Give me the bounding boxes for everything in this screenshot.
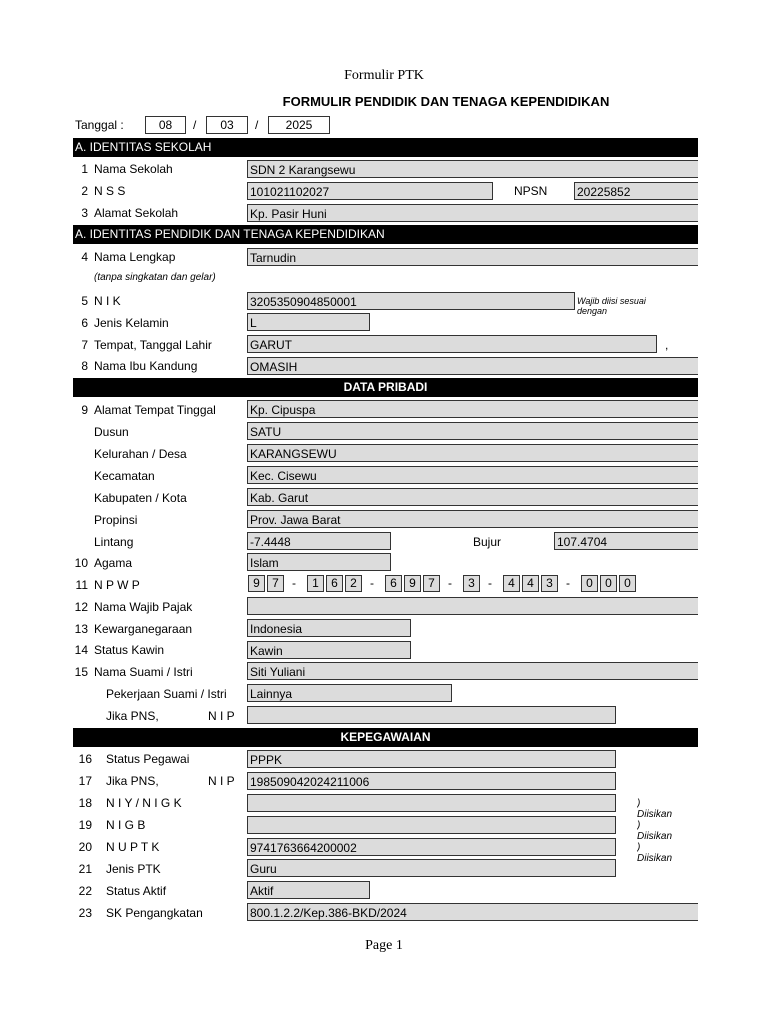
bujur-label: Bujur xyxy=(473,535,502,549)
row-number-3: 3 xyxy=(81,206,88,220)
suami-istri-field[interactable]: Siti Yuliani xyxy=(247,662,698,680)
row-number-2: 2 xyxy=(81,184,88,198)
status-aktif-label: Status Aktif xyxy=(106,884,167,898)
row-number-13: 13 xyxy=(74,622,88,636)
ttl-label: Tempat, Tanggal Lahir xyxy=(94,338,212,352)
row-number-11: 11 xyxy=(75,578,88,592)
sk-pengangkatan-label: SK Pengangkatan xyxy=(106,906,203,920)
tanggal-sep-1: / xyxy=(193,118,197,132)
row-number-14: 14 xyxy=(74,643,88,657)
tanggal-day[interactable]: 08 xyxy=(145,116,186,134)
npwp-digit-4-1[interactable]: 4 xyxy=(522,575,539,592)
bujur-field[interactable]: 107.4704 xyxy=(554,532,698,550)
nigb-field[interactable] xyxy=(247,816,616,834)
status-pegawai-label: Status Pegawai xyxy=(106,752,190,766)
jika-pns-label: Jika PNS, xyxy=(106,709,159,723)
row-number-7: 7 xyxy=(81,338,88,352)
jenis-kelamin-field[interactable]: L xyxy=(247,313,370,331)
row-number-12: 12 xyxy=(74,600,88,614)
tempat-lahir-field[interactable]: GARUT xyxy=(247,335,657,353)
niy-field[interactable] xyxy=(247,794,616,812)
alamat-field[interactable]: Kp. Cipuspa xyxy=(247,400,698,418)
nss-field[interactable]: 101021102027 xyxy=(247,182,493,200)
kecamatan-field[interactable]: Kec. Cisewu xyxy=(247,466,698,484)
dusun-label: Dusun xyxy=(94,425,129,439)
row-number-8: 8 xyxy=(81,359,88,373)
alamat-sekolah-field[interactable]: Kp. Pasir Huni xyxy=(247,204,698,222)
propinsi-label: Propinsi xyxy=(94,513,138,527)
dusun-field[interactable]: SATU xyxy=(247,422,698,440)
pegawai-nip-label: N I P xyxy=(208,774,235,788)
npwp-digit-5-2[interactable]: 0 xyxy=(619,575,636,592)
status-pegawai-field[interactable]: PPPK xyxy=(247,750,616,768)
ibu-kandung-field[interactable]: OMASIH xyxy=(247,357,698,375)
npwp-digit-0-1[interactable]: 7 xyxy=(267,575,284,592)
npwp-digit-5-1[interactable]: 0 xyxy=(600,575,617,592)
propinsi-field[interactable]: Prov. Jawa Barat xyxy=(247,510,698,528)
nigb-label: N I G B xyxy=(106,818,146,832)
tanggal-label: Tanggal : xyxy=(75,118,124,132)
npwp-dash-0: - xyxy=(292,576,296,590)
wajib-pajak-label: Nama Wajib Pajak xyxy=(94,600,193,614)
section-identitas-ptk: A. IDENTITAS PENDIDIK DAN TENAGA KEPENDIDIKAN xyxy=(73,225,698,244)
niy-note: ) Diisikan xyxy=(637,798,673,820)
npwp-digit-3-0[interactable]: 3 xyxy=(463,575,480,592)
section-data-pribadi: DATA PRIBADI xyxy=(73,378,698,397)
pegawai-pns-label: Jika PNS, xyxy=(106,774,159,788)
nik-field[interactable]: 3205350904850001 xyxy=(247,292,575,310)
npwp-dash-1: - xyxy=(370,576,374,590)
nuptk-label: N U P T K xyxy=(106,840,160,854)
nama-sekolah-field[interactable]: SDN 2 Karangsewu xyxy=(247,160,698,178)
status-kawin-label: Status Kawin xyxy=(94,643,165,657)
npwp-digit-5-0[interactable]: 0 xyxy=(581,575,598,592)
row-number-16: 16 xyxy=(78,752,92,766)
row-number-1: 1 xyxy=(81,162,88,176)
lintang-label: Lintang xyxy=(94,535,134,549)
nik-note: Wajib diisi sesuai dengan xyxy=(577,296,646,316)
npwp-dash-4: - xyxy=(566,576,570,590)
npwp-digit-1-2[interactable]: 2 xyxy=(345,575,362,592)
sk-pengangkatan-field[interactable]: 800.1.2.2/Kep.386-BKD/2024 xyxy=(247,903,698,921)
row-number-6: 6 xyxy=(81,316,88,330)
npwp-digit-2-0[interactable]: 6 xyxy=(385,575,402,592)
row-number-4: 4 xyxy=(81,250,88,264)
row-number-17: 17 xyxy=(78,774,92,788)
npsn-label: NPSN xyxy=(514,184,548,198)
row-number-5: 5 xyxy=(81,294,88,308)
row-number-9: 9 xyxy=(81,403,88,417)
nama-lengkap-note: (tanpa singkatan dan gelar) xyxy=(94,272,216,283)
agama-label: Agama xyxy=(94,556,133,570)
ttl-comma: , xyxy=(665,338,669,352)
section-identitas-sekolah: A. IDENTITAS SEKOLAH xyxy=(73,138,698,157)
row-number-10: 10 xyxy=(74,556,88,570)
niy-label: N I Y / N I G K xyxy=(106,796,182,810)
row-number-15: 15 xyxy=(74,665,88,679)
agama-field[interactable]: Islam xyxy=(247,553,391,571)
nama-lengkap-field[interactable]: Tarnudin xyxy=(247,248,698,266)
npwp-digit-0-0[interactable]: 9 xyxy=(248,575,265,592)
status-kawin-field[interactable]: Kawin xyxy=(247,641,411,659)
npwp-digit-2-2[interactable]: 7 xyxy=(423,575,440,592)
kecamatan-label: Kecamatan xyxy=(94,469,155,483)
form-title: FORMULIR PENDIDIK DAN TENAGA KEPENDIDIKAN xyxy=(282,94,610,109)
kewarganegaraan-field[interactable]: Indonesia xyxy=(247,619,411,637)
section-kepegawaian: KEPEGAWAIAN xyxy=(73,728,698,747)
row-number-19: 19 xyxy=(78,818,92,832)
row-number-20: 20 xyxy=(78,840,92,854)
row-number-22: 22 xyxy=(78,884,92,898)
npwp-digit-1-0[interactable]: 1 xyxy=(307,575,324,592)
npwp-digit-2-1[interactable]: 9 xyxy=(404,575,421,592)
alamat-label: Alamat Tempat Tinggal xyxy=(94,403,216,417)
npsn-field[interactable]: 20225852 xyxy=(574,182,698,200)
tanggal-month[interactable]: 03 xyxy=(206,116,248,134)
pegawai-nip-field[interactable]: 198509042024211006 xyxy=(247,772,616,790)
npwp-digit-1-1[interactable]: 6 xyxy=(326,575,343,592)
ibu-kandung-label: Nama Ibu Kandung xyxy=(94,359,198,373)
row-number-23: 23 xyxy=(78,906,92,920)
npwp-dash-3: - xyxy=(488,576,492,590)
nss-label: N S S xyxy=(94,184,126,198)
kabupaten-label: Kabupaten / Kota xyxy=(94,491,187,505)
jenis-ptk-field[interactable]: Guru xyxy=(247,859,616,877)
jenis-kelamin-label: Jenis Kelamin xyxy=(94,316,169,330)
nip-suami-field[interactable] xyxy=(247,706,616,724)
tanggal-sep-2: / xyxy=(255,118,259,132)
kabupaten-field[interactable]: Kab. Garut xyxy=(247,488,698,506)
alamat-sekolah-label: Alamat Sekolah xyxy=(94,206,179,220)
wajib-pajak-field[interactable] xyxy=(247,597,698,615)
kewarganegaraan-label: Kewarganegaraan xyxy=(94,622,193,636)
pekerjaan-suami-label: Pekerjaan Suami / Istri xyxy=(106,687,227,701)
nuptk-note: ) Diisikan xyxy=(637,842,673,864)
page-number: Page 1 xyxy=(365,938,403,953)
kelurahan-label: Kelurahan / Desa xyxy=(94,447,187,461)
row-number-21: 21 xyxy=(78,862,92,876)
nip-suami-label: N I P xyxy=(208,709,235,723)
tanggal-year[interactable]: 2025 xyxy=(268,116,330,134)
suami-istri-label: Nama Suami / Istri xyxy=(94,665,193,679)
nama-lengkap-label: Nama Lengkap xyxy=(94,250,176,264)
status-aktif-field[interactable]: Aktif xyxy=(247,881,370,899)
nama-sekolah-label: Nama Sekolah xyxy=(94,162,173,176)
nuptk-field[interactable]: 9741763664200002 xyxy=(247,838,616,856)
nik-label: N I K xyxy=(94,294,121,308)
jenis-ptk-label: Jenis PTK xyxy=(106,862,161,876)
kelurahan-field[interactable]: KARANGSEWU xyxy=(247,444,698,462)
nigb-note: ) Diisikan xyxy=(637,820,673,842)
pekerjaan-suami-field[interactable]: Lainnya xyxy=(247,684,452,702)
npwp-label: N P W P xyxy=(94,578,140,592)
npwp-digit-4-2[interactable]: 3 xyxy=(541,575,558,592)
doc-title: Formulir PTK xyxy=(344,68,424,83)
npwp-digit-4-0[interactable]: 4 xyxy=(503,575,520,592)
row-number-18: 18 xyxy=(78,796,92,810)
npwp-dash-2: - xyxy=(448,576,452,590)
lintang-field[interactable]: -7.4448 xyxy=(247,532,391,550)
